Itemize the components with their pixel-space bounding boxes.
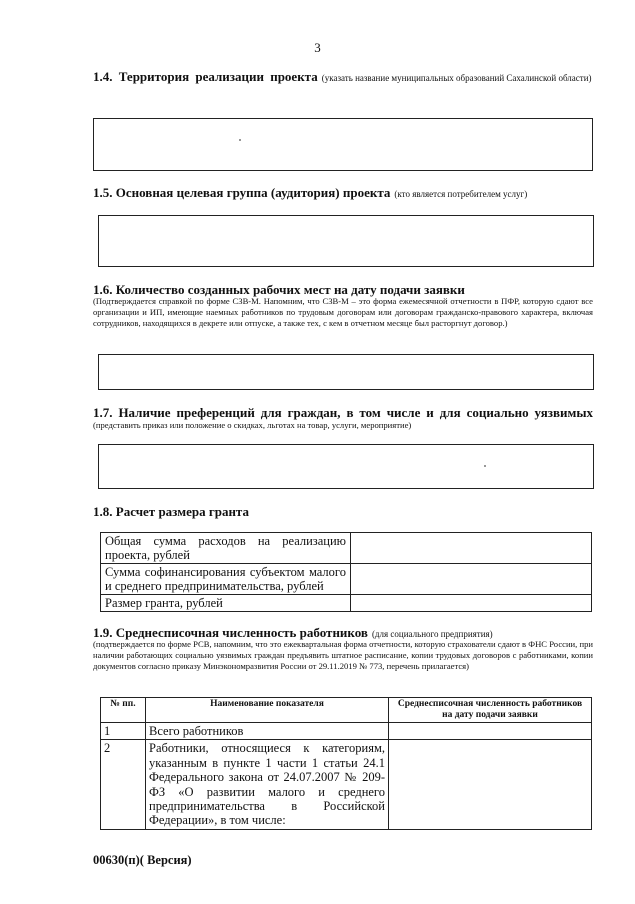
section-1-7-title: 1.7. Наличие преференций для граждан, в том числе и для социально уязвимых [93, 405, 593, 420]
section-1-7-note: (представить приказ или положение о скидках, льготах на товар, услуги, мероприятие) [93, 420, 412, 430]
row-indicator: Работники, относящиеся к категориям, указанным в пункте 1 части 1 статьи 24.1 Федерального закона от 24.07.2007 № 209-ФЗ «О развитии малого и среднего предпринимательства в Российской Федерации», в том числе: [146, 740, 389, 829]
section-1-4-note: (указать название муниципальных образований Сахалинской области) [321, 73, 592, 83]
grant-row [101, 564, 592, 595]
section-1-5-title: 1.5. Основная целевая группа (аудитория) проекта [93, 185, 391, 200]
grant-row [101, 595, 592, 612]
grant-row-value[interactable] [351, 595, 592, 612]
section-1-6-title: 1.6. Количество созданных рабочих мест на дату подачи заявки [93, 282, 465, 297]
section-1-9-note: (подтверждается по форме РСВ, напомним, что это ежеквартальная форма отчетности, которую страхователи сдают в ФНС России, при наличии работающих социально уязвимых граждан предъявить штатное расписание, копии трудовых договоров с работниками, копии документов согласно приказу Минэкономразвития России от 29.11.2019 № 773, перечень прилагается) [93, 639, 593, 671]
row-value[interactable] [389, 723, 592, 740]
section-1-5-heading [93, 186, 593, 201]
section-1-5-note: (кто является потребителем услуг) [394, 189, 528, 199]
grant-row-label: Размер гранта, рублей [101, 595, 351, 612]
section-1-9-title-note: (для социального предприятия) [371, 629, 493, 639]
table-row [101, 740, 592, 829]
column-header-num: № пп. [101, 698, 146, 723]
row-number: 2 [101, 740, 146, 829]
section-1-6-note: (Подтверждается справкой по форме СЗВ-М. Напомним, что СЗВ-М – это форма ежемесячной отчетности в ПФР, которую сдают все организации и ИП, имеющие наемных работников по трудовым договорам или договорам гражданско-правового характера, включая сотрудников, находящихся в декрете или отпуске, а также тех, с кем в отчетном месяце был расторгнут договор.) [93, 296, 593, 328]
column-header-name: Наименование показателя [146, 698, 389, 723]
table-header-row [101, 698, 592, 723]
staff-count-table [100, 697, 592, 830]
column-header-value: Среднесписочная численность работников на дату подачи заявки [389, 698, 592, 723]
grant-row-label: Сумма софинансирования субъектом малого и среднего предпринимательства, рублей [101, 564, 351, 595]
grant-row-value[interactable] [351, 564, 592, 595]
table-row [101, 723, 592, 740]
grant-row-value[interactable] [351, 533, 592, 564]
jobs-count-field[interactable] [98, 354, 594, 390]
section-1-4-heading [93, 70, 593, 85]
form-version-footer: 00630(п)( Версия) [93, 853, 192, 867]
page-number: 3 [314, 40, 321, 55]
preferences-field[interactable] [98, 444, 594, 489]
row-number: 1 [101, 723, 146, 740]
grant-calculation-table [100, 532, 592, 612]
scan-speck [239, 139, 241, 141]
territory-field[interactable] [93, 118, 593, 171]
grant-row-label: Общая сумма расходов на реализацию проекта, рублей [101, 533, 351, 564]
grant-row [101, 533, 592, 564]
section-1-8-title: 1.8. Расчет размера гранта [93, 504, 249, 519]
target-group-field[interactable] [98, 215, 594, 267]
section-1-9-title: 1.9. Среднесписочная численность работников [93, 625, 368, 640]
row-value[interactable] [389, 740, 592, 829]
scan-speck [484, 465, 486, 467]
row-indicator: Всего работников [146, 723, 389, 740]
section-1-4-title: 1.4. Территория реализации проекта [93, 69, 318, 84]
